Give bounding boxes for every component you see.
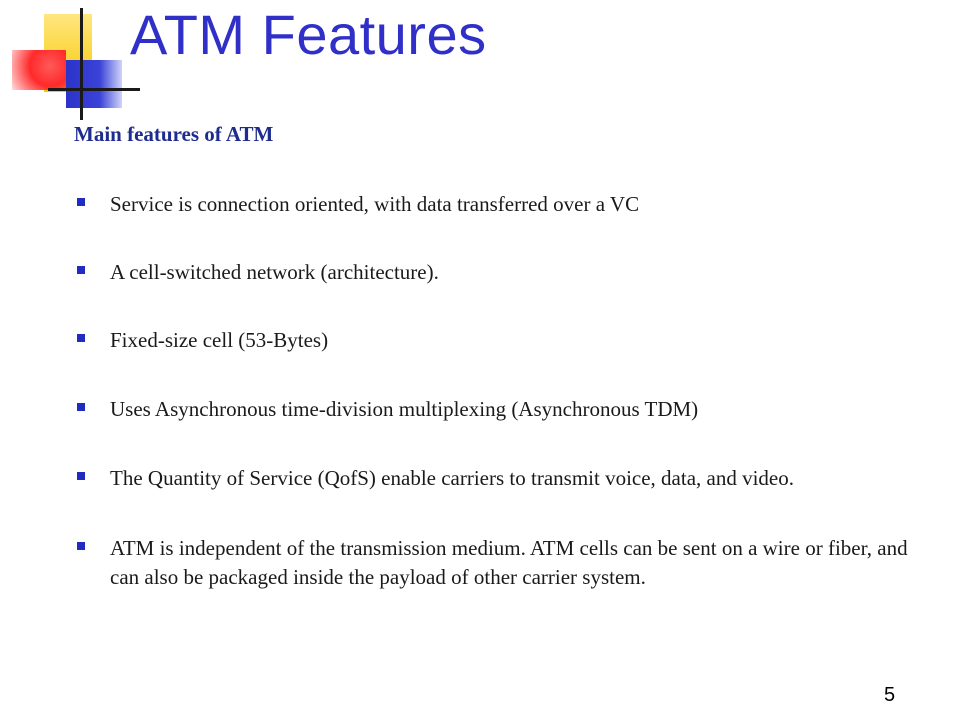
bullet-text: A cell-switched network (architecture). xyxy=(110,260,439,284)
square-bullet-icon xyxy=(77,472,85,480)
bullet-text: The Quantity of Service (QofS) enable carriers to transmit voice, data, and video. xyxy=(110,466,795,490)
square-bullet-icon xyxy=(77,266,85,274)
logo-horizontal-line xyxy=(48,88,140,91)
corner-logo-icon xyxy=(0,0,140,120)
bullet-text: ATM is independent of the transmission medium. ATM cells can be sent on a wire or fiber, and can also be packaged inside the payload of other carrier system. xyxy=(110,536,908,589)
square-bullet-icon xyxy=(77,334,85,342)
square-bullet-icon xyxy=(77,403,85,411)
logo-red-square xyxy=(12,50,66,90)
square-bullet-icon xyxy=(77,542,85,550)
logo-vertical-line xyxy=(80,8,83,120)
subheading: Main features of ATM xyxy=(74,122,274,146)
slide-title: ATM Features xyxy=(130,3,487,66)
logo-blue-square xyxy=(66,60,122,108)
square-bullet-icon xyxy=(77,198,85,206)
bullet-text: Uses Asynchronous time-division multiplexing (Asynchronous TDM) xyxy=(110,397,699,421)
page-number: 5 xyxy=(884,684,896,706)
bullet-text: Fixed-size cell (53-Bytes) xyxy=(110,328,329,352)
bullet-text: Service is connection oriented, with data transferred over a VC xyxy=(110,192,640,216)
